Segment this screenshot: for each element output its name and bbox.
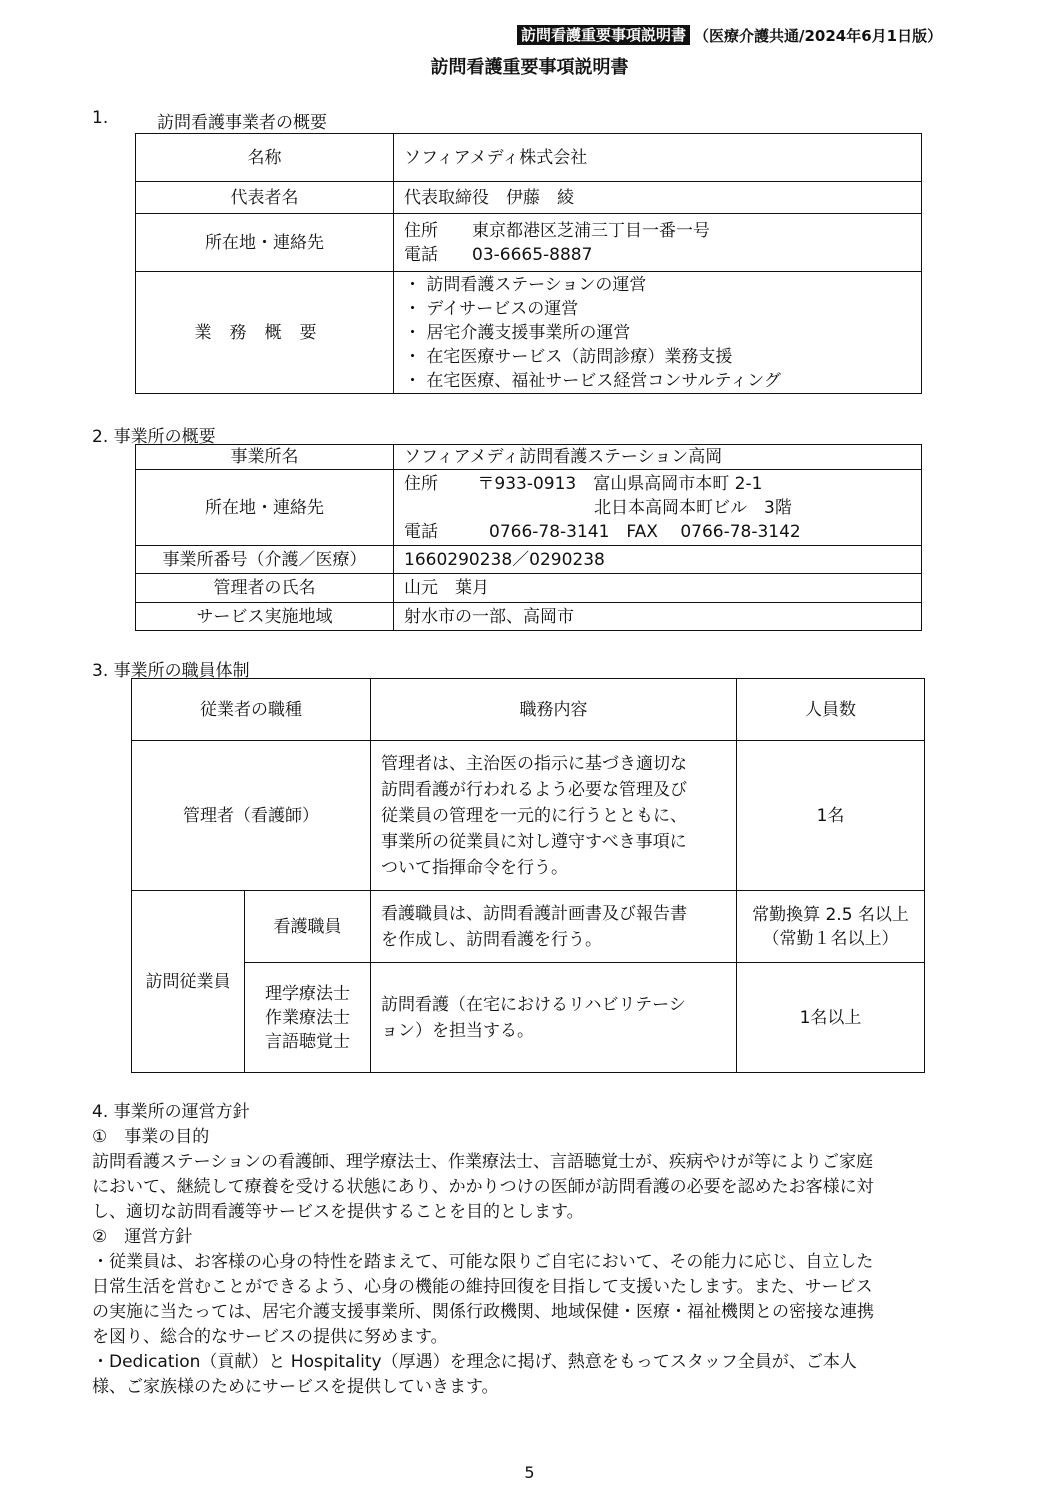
table-row — [136, 134, 922, 182]
role-line: 作業療法士 — [265, 1007, 350, 1028]
therapist-roles — [245, 963, 371, 1073]
table-row — [132, 963, 925, 1073]
policy-line: ・従業員は、お客様の心身の特性を踏まえて、可能な限りご自宅において、その能力に応じ、自立した — [92, 1252, 874, 1272]
section2-heading: 2. 事業所の概要 — [92, 427, 216, 447]
section1-table — [135, 133, 922, 394]
policy-line: 様、ご家族様のためにサービスを提供していきます。 — [92, 1377, 499, 1397]
col-header-count: 人員数 — [737, 679, 925, 741]
table-row — [136, 445, 922, 470]
role-line: 理学療法士 — [265, 983, 350, 1004]
office-phone-fax-line: 電話 0766-78-3141 FAX 0766-78-3142 — [404, 521, 801, 542]
policy-subheading: ② 運営方針 — [92, 1227, 193, 1247]
table-row — [136, 182, 922, 214]
section4 — [92, 1100, 972, 1400]
col-header-role: 従業者の職種 — [132, 679, 371, 741]
duty-line: 管理者は、主治医の指示に基づき適切な — [381, 753, 687, 774]
visiting-staff-group: 訪問従業員 — [132, 891, 245, 1073]
office-address-label: 所在地・連絡先 — [136, 470, 394, 546]
manager-count: 1名 — [737, 741, 925, 891]
role-line: 言語聴覚士 — [265, 1031, 350, 1052]
service-area-label: サービス実施地域 — [136, 603, 394, 631]
duty-line: 訪問看護が行われるよう必要な管理及び — [381, 779, 687, 800]
representative-label: 代表者名 — [136, 182, 394, 214]
section4-heading: 4. 事業所の運営方針 — [92, 1102, 250, 1122]
header-version: （医療介護共通/2024年6月1日版） — [694, 26, 943, 45]
page-number: 5 — [524, 1463, 535, 1482]
list-item: ・ 在宅医療サービス（訪問診療）業務支援 — [404, 346, 733, 367]
office-number-value: 1660290238／0290238 — [394, 546, 922, 574]
nurse-count — [737, 891, 925, 963]
nurse-role: 看護職員 — [245, 891, 371, 963]
staff-structure-table — [131, 678, 925, 1073]
company-name-value: ソフィアメディ株式会社 — [394, 134, 922, 182]
business-summary-label — [136, 272, 394, 394]
table-row — [132, 741, 925, 891]
table-row — [136, 603, 922, 631]
duty-line: 従業員の管理を一元的に行うとともに、 — [381, 805, 687, 826]
company-name-label: 名称 — [136, 134, 394, 182]
section1-number: 1. — [92, 108, 109, 128]
company-address-value — [394, 214, 922, 272]
duty-line: ョン）を担当する。 — [381, 1020, 534, 1041]
list-item: ・ 在宅医療、福祉サービス経営コンサルティング — [404, 370, 781, 391]
nurse-duties — [371, 891, 737, 963]
duty-line: 事業所の従業員に対し遵守すべき事項に — [381, 831, 687, 852]
list-item: ・ デイサービスの運営 — [404, 298, 579, 319]
therapist-duties — [371, 963, 737, 1073]
policy-line: の実施に当たっては、居宅介護支援事業所、関係行政機関、地域保健・医療・福祉機関との密接な連携 — [92, 1302, 874, 1322]
table-row — [136, 574, 922, 603]
office-name-value: ソフィアメディ訪問看護ステーション高岡 — [394, 445, 922, 470]
manager-name-value: 山元 葉月 — [394, 574, 922, 603]
table-row — [136, 214, 922, 272]
document-title: 訪問看護重要事項説明書 — [430, 57, 629, 78]
purpose-subheading: ① 事業の目的 — [92, 1127, 210, 1147]
purpose-line: において、継続して療養を受ける状態にあり、かかりつけの医師が訪問看護の必要を認めたお客様に対 — [92, 1177, 874, 1197]
manager-duties — [371, 741, 737, 891]
purpose-line: 訪問看護ステーションの看護師、理学療法士、作業療法士、言語聴覚士が、疾病やけが等によりご家庭 — [92, 1152, 873, 1172]
table-header-row — [132, 679, 925, 741]
therapist-count: 1名以上 — [737, 963, 925, 1073]
service-area-value: 射水市の一部、高岡市 — [394, 603, 922, 631]
list-item: ・ 訪問看護ステーションの運営 — [404, 274, 647, 295]
table-row — [132, 891, 925, 963]
count-line: 常勤換算 2.5 名以上 — [752, 904, 909, 925]
policy-line: を図り、総合的なサービスの提供に努めます。 — [92, 1327, 448, 1347]
table-row — [136, 546, 922, 574]
duty-line: 看護職員は、訪問看護計画書及び報告書 — [381, 903, 687, 924]
office-address-value — [394, 470, 922, 546]
office-name-label: 事業所名 — [136, 445, 394, 470]
header-badge: 訪問看護重要事項説明書 — [517, 25, 690, 45]
section3-heading: 3. 事業所の職員体制 — [92, 661, 250, 681]
document-version-header — [517, 24, 942, 46]
manager-role: 管理者（看護師） — [132, 741, 371, 891]
business-summary-label-text: 業務概要 — [194, 322, 335, 343]
manager-name-label: 管理者の氏名 — [136, 574, 394, 603]
section1-heading: 訪問看護事業者の概要 — [157, 113, 327, 133]
company-phone-line: 電話 03-6665-8887 — [404, 244, 593, 265]
table-row — [136, 272, 922, 394]
office-address-line: 住所 〒933-0913 富山県高岡市本町 2-1 — [404, 473, 763, 494]
representative-value: 代表取締役 伊藤 綾 — [394, 182, 922, 214]
list-item: ・ 居宅介護支援事業所の運営 — [404, 322, 631, 343]
table-row — [136, 470, 922, 546]
company-address-line: 住所 東京都港区芝浦三丁目一番一号 — [404, 220, 710, 241]
office-building-line: 北日本高岡本町ビル 3階 — [594, 497, 792, 518]
col-header-duties: 職務内容 — [371, 679, 737, 741]
duty-line: を作成し、訪問看護を行う。 — [381, 929, 602, 950]
duty-line: 訪問看護（在宅におけるリハビリテーシ — [381, 994, 686, 1015]
policy-line: 日常生活を営むことができるよう、心身の機能の維持回復を目指して支援いたします。また、サービス — [92, 1277, 873, 1297]
count-line: （常勤１名以上） — [762, 928, 899, 949]
duty-line: ついて指揮命令を行う。 — [381, 857, 568, 878]
business-summary-list — [394, 272, 922, 394]
company-address-label: 所在地・連絡先 — [136, 214, 394, 272]
policy-line: ・Dedication（貢献）と Hospitality（厚遇）を理念に掲げ、熱意をもってスタッフ全員が、ご本人 — [92, 1352, 857, 1372]
section2-table — [135, 444, 922, 631]
office-number-label: 事業所番号（介護／医療） — [136, 546, 394, 574]
purpose-line: し、適切な訪問看護等サービスを提供することを目的とします。 — [92, 1202, 584, 1222]
